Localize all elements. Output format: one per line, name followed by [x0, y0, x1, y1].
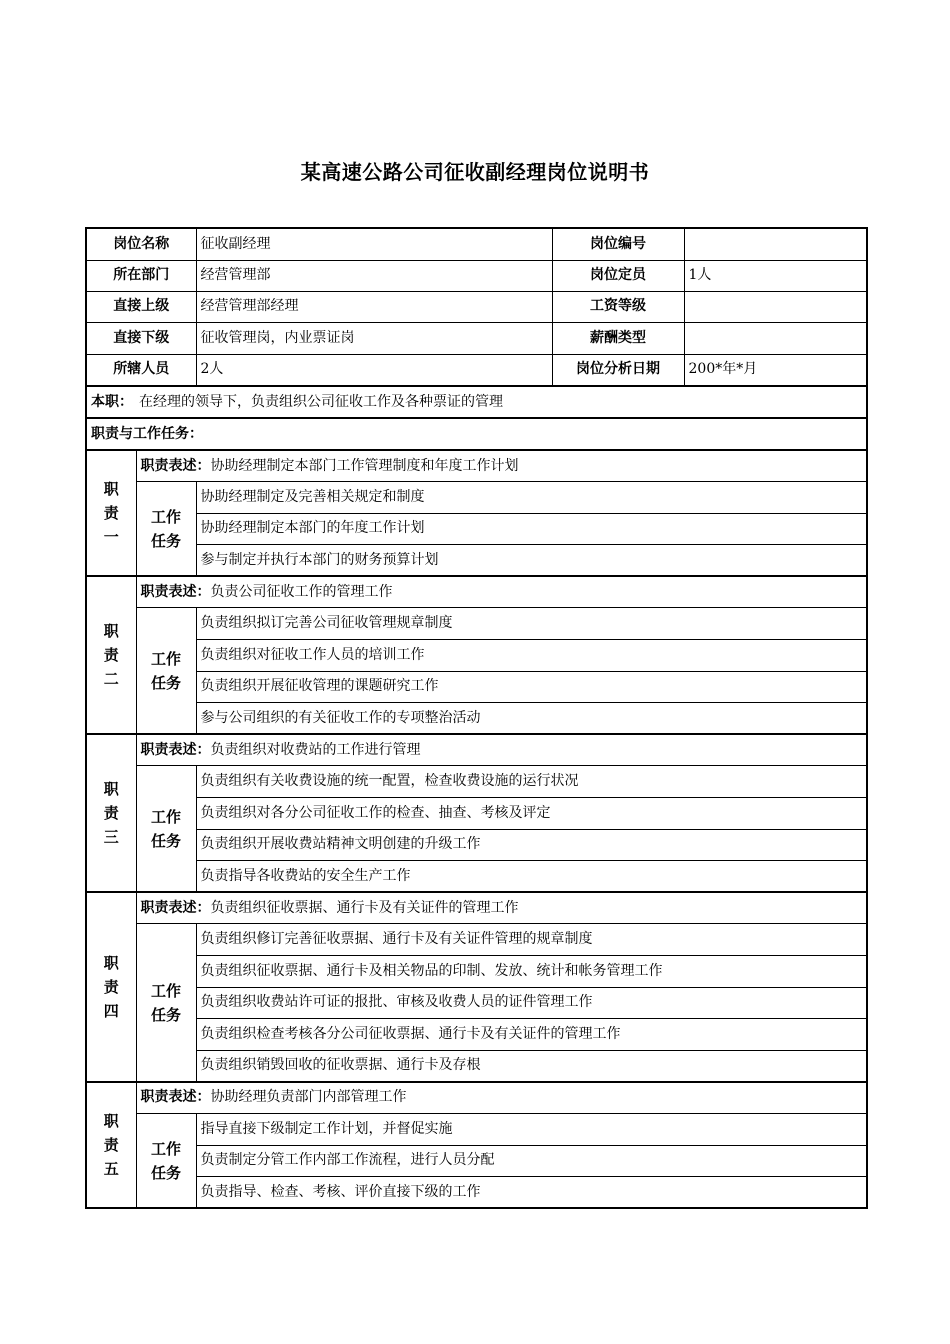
task-row [86, 671, 867, 703]
duty-name-char: 责 [103, 646, 119, 665]
duty-name-char: 职 [103, 1112, 119, 1131]
task-label [136, 766, 196, 892]
duties-heading: 职责与工作任务： [86, 418, 867, 450]
duty-name [86, 450, 136, 576]
task-row [86, 640, 867, 672]
job-description-table [85, 227, 868, 1209]
label-job-number: 岗位编号 [552, 228, 684, 260]
value-salary-grade [684, 291, 867, 322]
duty-desc-row [86, 576, 867, 608]
duty-desc-cell [136, 734, 867, 766]
duty-name-char: 职 [103, 954, 119, 973]
value-subordinate: 征收管理岗，内业票证岗 [196, 322, 552, 354]
info-row [86, 322, 867, 354]
task-row [86, 766, 867, 798]
duty-name-char: 责 [103, 978, 119, 997]
label-staff: 所辖人员 [86, 354, 196, 386]
label-superior: 直接上级 [86, 291, 196, 322]
label-job-title: 岗位名称 [86, 228, 196, 260]
task-item: 负责指导各收费站的安全生产工作 [196, 861, 867, 893]
task-row [86, 1113, 867, 1145]
duty-desc-text: 负责公司征收工作的管理工作 [210, 583, 393, 600]
task-label-line: 工作 [150, 981, 181, 1000]
task-label-line: 任务 [150, 673, 181, 692]
duty-name-char: 责 [103, 804, 119, 823]
task-label-line: 工作 [150, 807, 181, 826]
info-row [86, 354, 867, 386]
task-item: 负责组织拟订完善公司征收管理规章制度 [196, 608, 867, 640]
task-item: 负责组织征收票据、通行卡及相关物品的印制、发放、统计和帐务管理工作 [196, 956, 867, 988]
info-row [86, 291, 867, 322]
task-row [86, 703, 867, 735]
duty-desc-label: 职责表述： [140, 583, 211, 600]
value-department: 经营管理部 [196, 260, 552, 291]
role-cell [86, 386, 867, 418]
value-job-number [684, 228, 867, 260]
duty-desc-cell [136, 892, 867, 924]
task-item: 参与制定并执行本部门的财务预算计划 [196, 545, 867, 577]
duty-desc-text: 协助经理制定本部门工作管理制度和年度工作计划 [210, 457, 519, 474]
task-label [136, 482, 196, 577]
duty-name-char: 四 [103, 1002, 119, 1021]
task-label [136, 924, 196, 1082]
task-item: 指导直接下级制定工作计划，并督促实施 [196, 1113, 867, 1145]
label-headcount: 岗位定员 [552, 260, 684, 291]
duty-name [86, 1082, 136, 1208]
task-row [86, 829, 867, 861]
label-analysis-date: 岗位分析日期 [552, 354, 684, 386]
duty-desc-label: 职责表述： [140, 1089, 211, 1106]
task-item: 参与公司组织的有关征收工作的专项整治活动 [196, 703, 867, 735]
duty-name-char: 五 [103, 1160, 119, 1179]
duty-desc-row [86, 450, 867, 482]
task-row [86, 861, 867, 893]
task-label-line: 任务 [150, 531, 181, 550]
role-row [86, 386, 867, 418]
duty-desc-cell [136, 1082, 867, 1114]
task-item: 负责指导、检查、考核、评价直接下级的工作 [196, 1177, 867, 1209]
duty-name-char: 职 [103, 780, 119, 799]
duty-desc-cell [136, 450, 867, 482]
task-row [86, 1050, 867, 1082]
value-analysis-date: 200*年*月 [684, 354, 867, 386]
task-row [86, 482, 867, 514]
task-row [86, 987, 867, 1019]
duty-desc-text: 负责组织对收费站的工作进行管理 [210, 741, 421, 758]
duty-name [86, 576, 136, 734]
task-label-line: 工作 [150, 649, 181, 668]
task-row [86, 956, 867, 988]
role-text: 在经理的领导下，负责组织公司征收工作及各种票证的管理 [139, 393, 503, 410]
document-title: 某高速公路公司征收副经理岗位说明书 [300, 160, 650, 184]
task-label-line: 工作 [150, 507, 181, 526]
task-item: 负责组织开展收费站精神文明创建的升级工作 [196, 829, 867, 861]
duty-desc-label: 职责表述： [140, 741, 211, 758]
duty-desc-row [86, 1082, 867, 1114]
duty-name-char: 三 [103, 828, 119, 847]
task-item: 负责组织有关收费设施的统一配置，检查收费设施的运行状况 [196, 766, 867, 798]
task-row [86, 608, 867, 640]
task-row [86, 924, 867, 956]
duty-name-char: 责 [103, 504, 119, 523]
task-item: 负责组织修订完善征收票据、通行卡及有关证件管理的规章制度 [196, 924, 867, 956]
value-staff: 2人 [196, 354, 552, 386]
duty-desc-row [86, 734, 867, 766]
task-label [136, 1113, 196, 1208]
duty-name-char: 责 [103, 1136, 119, 1155]
task-item: 负责组织销毁回收的征收票据、通行卡及存根 [196, 1050, 867, 1082]
value-superior: 经营管理部经理 [196, 291, 552, 322]
duty-name-char: 职 [103, 622, 119, 641]
task-row [86, 513, 867, 545]
info-row [86, 260, 867, 291]
task-item: 负责组织对各分公司征收工作的检查、抽查、考核及评定 [196, 798, 867, 830]
task-row [86, 1177, 867, 1209]
value-pay-type [684, 322, 867, 354]
task-item: 负责制定分管工作内部工作流程，进行人员分配 [196, 1145, 867, 1177]
task-item: 负责组织检查考核各分公司征收票据、通行卡及有关证件的管理工作 [196, 1019, 867, 1051]
task-item: 负责组织对征收工作人员的培训工作 [196, 640, 867, 672]
task-row [86, 1019, 867, 1051]
label-pay-type: 薪酬类型 [552, 322, 684, 354]
task-label-line: 任务 [150, 1005, 181, 1024]
duty-name [86, 892, 136, 1082]
value-job-title: 征收副经理 [196, 228, 552, 260]
duty-name [86, 734, 136, 892]
task-label-line: 任务 [150, 831, 181, 850]
task-row [86, 545, 867, 577]
task-label-line: 任务 [150, 1163, 181, 1182]
label-department: 所在部门 [86, 260, 196, 291]
role-label: 本职： [91, 393, 133, 410]
duty-desc-row [86, 892, 867, 924]
duty-name-char: 一 [103, 528, 119, 547]
duties-heading-row [86, 418, 867, 450]
duty-desc-text: 协助经理负责部门内部管理工作 [210, 1089, 407, 1106]
label-subordinate: 直接下级 [86, 322, 196, 354]
duty-name-char: 二 [103, 670, 119, 689]
duty-name-char: 职 [103, 480, 119, 499]
task-item: 负责组织开展征收管理的课题研究工作 [196, 671, 867, 703]
duty-desc-label: 职责表述： [140, 899, 211, 916]
duty-desc-text: 负责组织征收票据、通行卡及有关证件的管理工作 [210, 899, 519, 916]
task-item: 协助经理制定本部门的年度工作计划 [196, 513, 867, 545]
task-row [86, 1145, 867, 1177]
task-label-line: 工作 [150, 1139, 181, 1158]
value-headcount: 1人 [684, 260, 867, 291]
info-row [86, 228, 867, 260]
label-salary-grade: 工资等级 [552, 291, 684, 322]
task-row [86, 798, 867, 830]
duty-desc-label: 职责表述： [140, 457, 211, 474]
task-item: 协助经理制定及完善相关规定和制度 [196, 482, 867, 514]
duty-desc-cell [136, 576, 867, 608]
task-label [136, 608, 196, 734]
task-item: 负责组织收费站许可证的报批、审核及收费人员的证件管理工作 [196, 987, 867, 1019]
